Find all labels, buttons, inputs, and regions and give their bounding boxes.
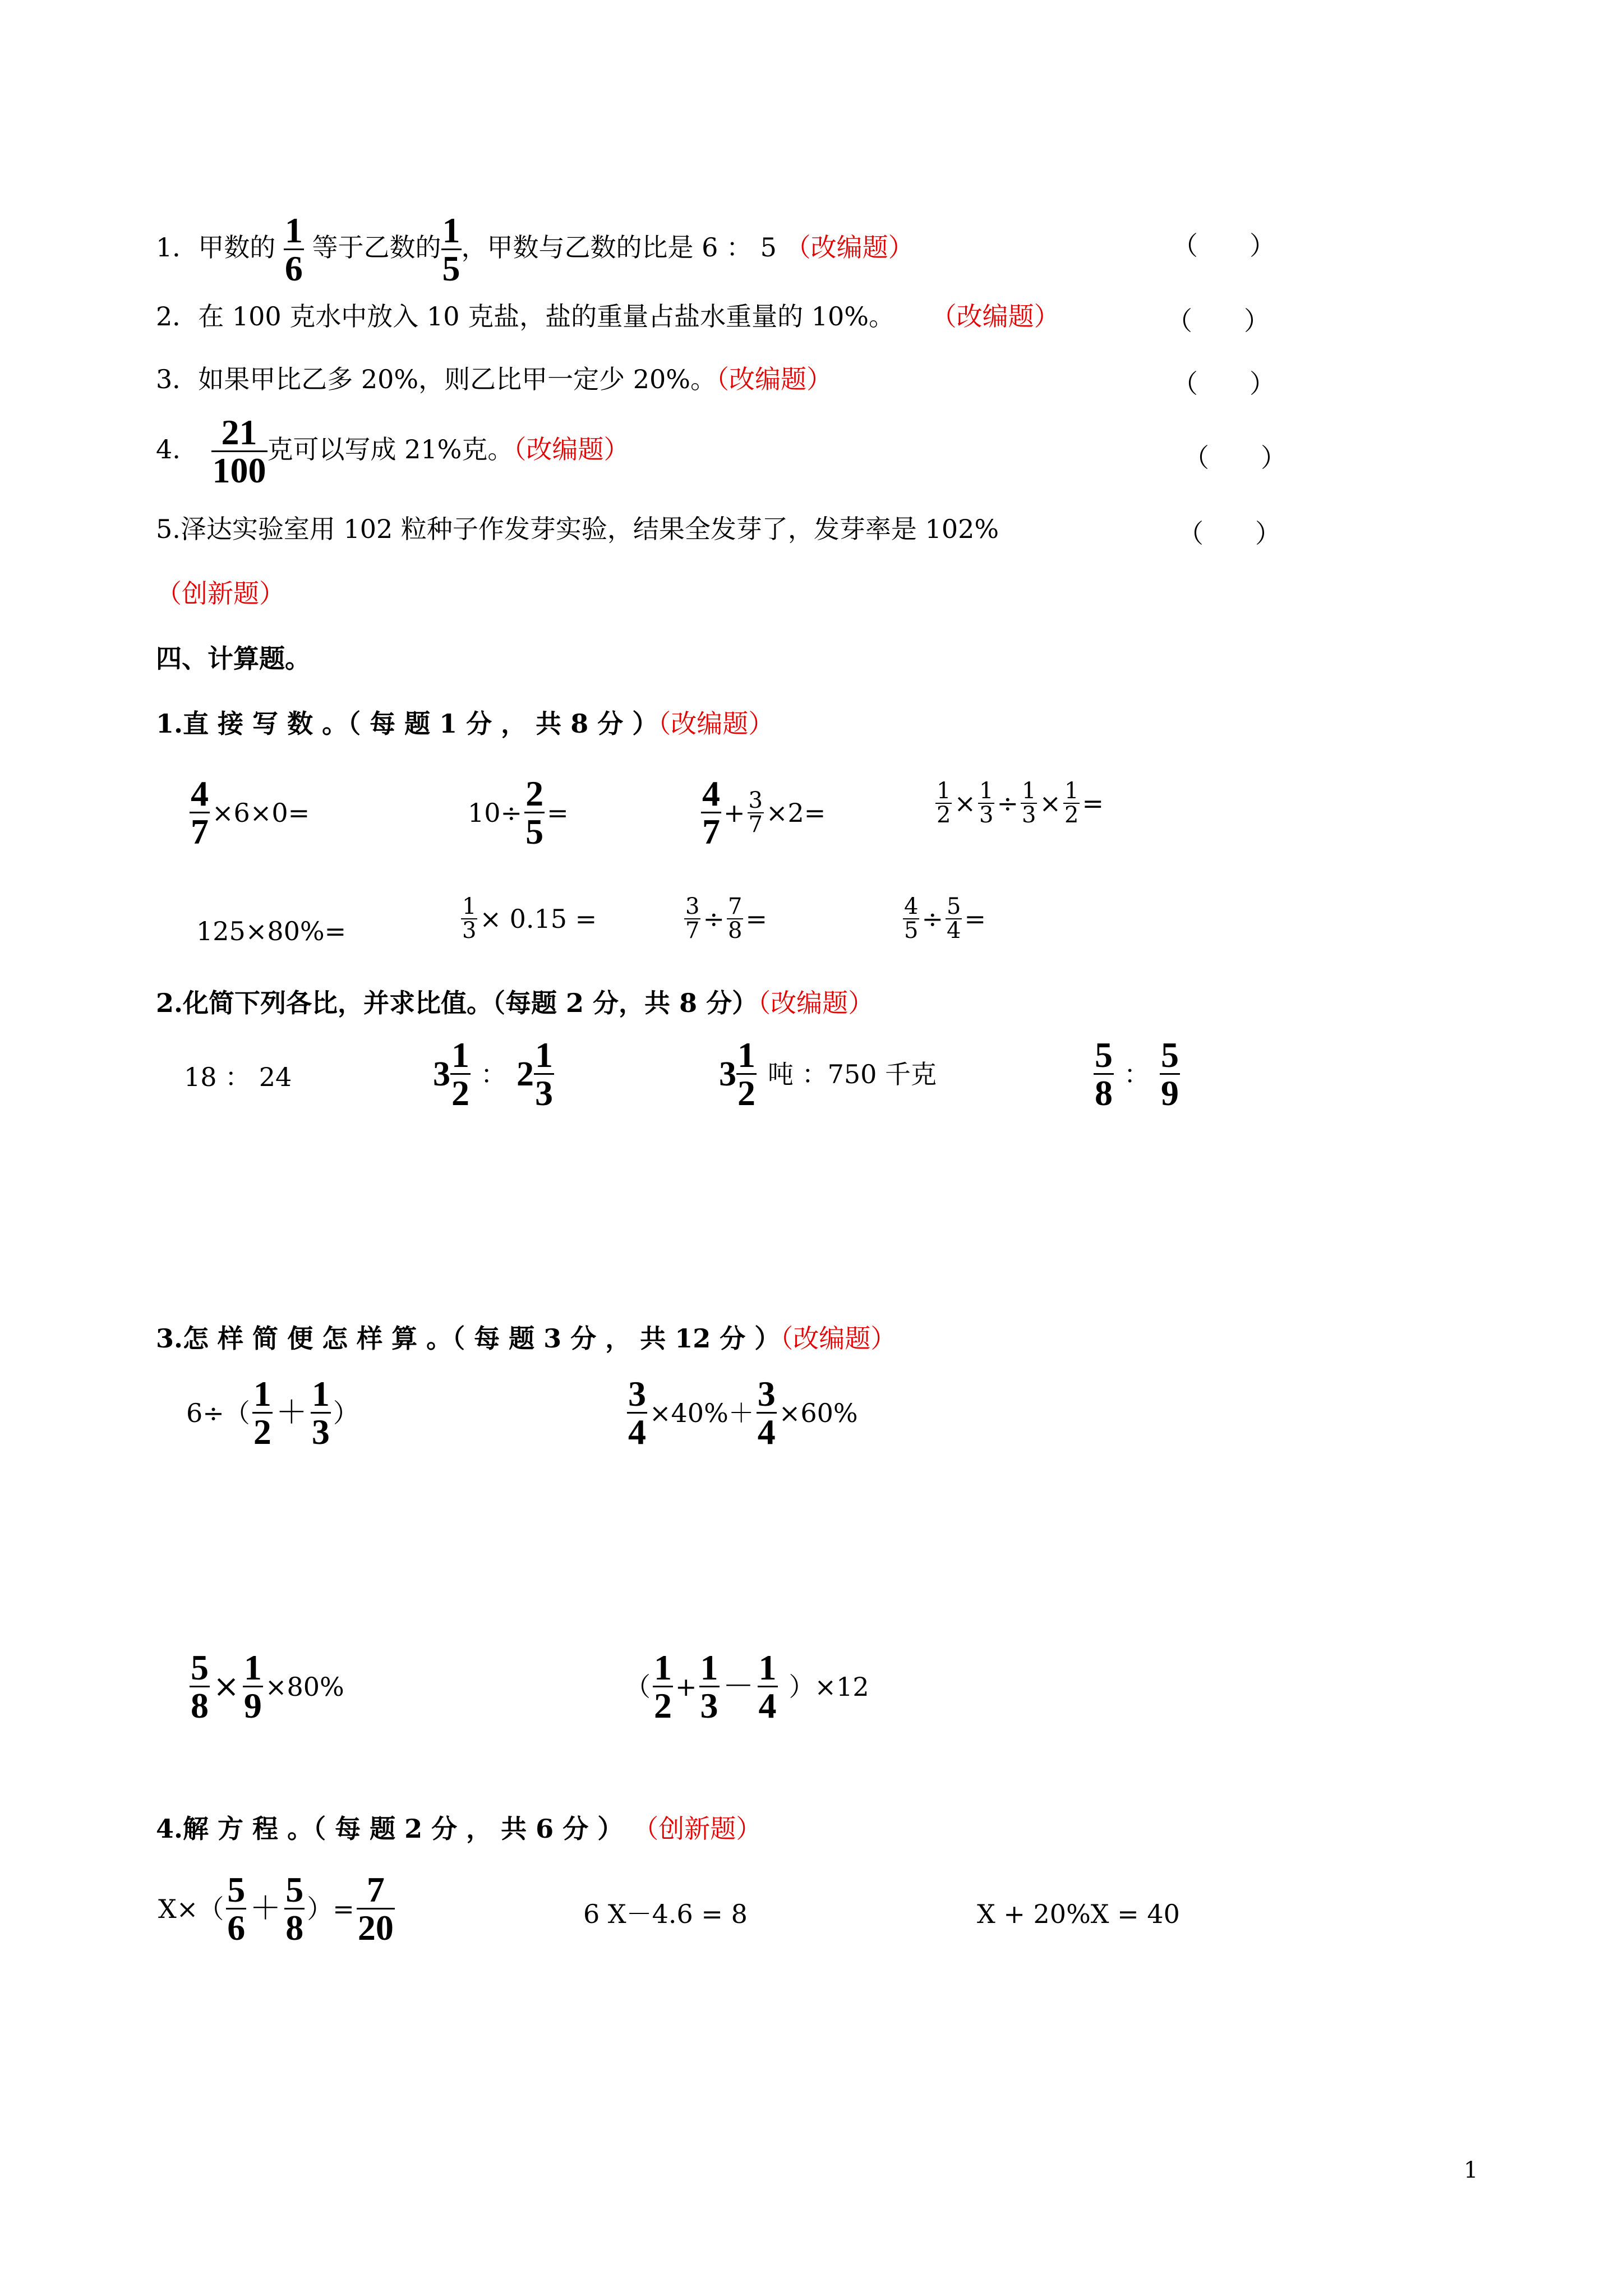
judge-q4 <box>156 414 629 489</box>
fraction-3-4: $\frac{3}{4}$ <box>628 1374 646 1452</box>
fraction-5-8b: $\frac{5}{8}$ <box>191 1648 209 1726</box>
part3-calc-2: $\frac{3}{4}$ ×40%＋ $\frac{3}{4}$ ×60% <box>628 1374 858 1452</box>
fraction-1-5: $\frac{1}{5}$ <box>442 210 460 289</box>
part3-tag: （改编题） <box>780 1323 897 1354</box>
q5-tag: （创新题） <box>156 578 285 609</box>
part4-tag: （创新题） <box>645 1814 762 1844</box>
part2-tag: （改编题） <box>758 988 874 1018</box>
page-number: 1 <box>1464 2157 1478 2183</box>
part3-calc-4: （ $\frac{1}{2}$ + $\frac{1}{3}$ － $\frac{1}{4}$ ）×12 <box>625 1648 869 1726</box>
part3-calc-1: 6÷（ $\frac{1}{2}$ ＋ $\frac{1}{3}$ ） <box>186 1374 359 1452</box>
fraction-21-100: $\frac{21}{100}$ <box>212 412 266 491</box>
part1-expr-4: $\frac{1}{2}$ × $\frac{1}{3}$ ÷ $\frac{1}{3}$ × $\frac{1}{2}$ = <box>937 778 1104 828</box>
part2-heading <box>156 987 874 1019</box>
fraction-1-3f: $\frac{1}{3}$ <box>700 1648 718 1726</box>
q1-text-c: ，甲数与乙数的比是 6 ： 5 <box>461 232 777 263</box>
fraction-3-4b: $\frac{3}{4}$ <box>757 1374 776 1452</box>
fraction-1-2d: $\frac{1}{2}$ <box>737 1035 755 1114</box>
part1-expr-1: $\frac{4}{7}$ ×6×0= <box>191 774 310 852</box>
part2-ratio-3: 3 $\frac{1}{2}$ 吨 ：750 千克 <box>719 1035 937 1114</box>
part1-heading <box>156 708 774 739</box>
part1-title: 1.直 接 写 数 。（ 每 题 1 分 ， 共 8 分 ） <box>156 708 658 739</box>
fraction-4-5: $\frac{4}{5}$ <box>904 894 919 944</box>
q3-text: 3．如果甲比乙多 20%，则乙比甲一定少 20%。 <box>156 364 716 394</box>
fraction-5-8: $\frac{5}{8}$ <box>1095 1035 1113 1114</box>
q2-tag: （改编题） <box>930 301 1060 332</box>
fraction-1-9: $\frac{1}{9}$ <box>243 1648 262 1726</box>
q4-number: 4. <box>156 434 181 464</box>
section-title: 四、计算题。 <box>156 643 311 674</box>
fraction-3-7b: $\frac{3}{7}$ <box>685 894 700 944</box>
q3-answer-paren[interactable]: （ ） <box>1172 369 1275 399</box>
judge-q2 <box>156 301 1060 332</box>
q1-tag: （改编题） <box>785 232 914 263</box>
q1-number: 1． <box>156 232 199 263</box>
part3-calc-3: $\frac{5}{8}$ × $\frac{1}{9}$ ×80% <box>191 1648 344 1726</box>
q1-answer-paren[interactable]: （ ） <box>1172 231 1275 261</box>
part1-expr-2: 10÷ $\frac{2}{5}$ = <box>468 774 569 852</box>
fraction-1-4: $\frac{1}{4}$ <box>758 1648 777 1726</box>
part4-eq-2: 6 X－4.6 = 8 <box>583 1899 748 1929</box>
part2-ratio-1: 18 ： 24 <box>184 1062 292 1092</box>
fraction-4-7: $\frac{4}{7}$ <box>191 774 209 852</box>
fraction-7-20: $\frac{7}{20}$ <box>357 1870 394 1948</box>
part4-heading <box>156 1813 762 1844</box>
fraction-1-3c: $\frac{1}{3}$ <box>462 894 477 944</box>
part4-title: 4.解 方 程 。（ 每 题 2 分 ， 共 6 分 ） <box>156 1814 624 1844</box>
judge-q1 <box>156 212 914 287</box>
part1-expr-5: 125×80%= <box>196 916 347 946</box>
part2-ratio-2: 3 $\frac{1}{2}$ ： 2 $\frac{1}{3}$ <box>433 1035 553 1114</box>
fraction-1-3d: $\frac{1}{3}$ <box>535 1035 553 1114</box>
fraction-1-2f: $\frac{1}{2}$ <box>654 1648 672 1726</box>
q4-text: 克可以写成 21%克。 <box>267 434 514 464</box>
fraction-1-2c: $\frac{1}{2}$ <box>451 1035 469 1114</box>
q2-answer-paren[interactable]: （ ） <box>1166 306 1270 336</box>
part1-expr-3: $\frac{4}{7}$ + $\frac{3}{7}$ ×2= <box>702 774 826 852</box>
part2-title: 2.化简下列各比，并求比值。（每题 2 分，共 8 分） <box>156 988 758 1018</box>
fraction-5-4: $\frac{5}{4}$ <box>947 894 961 944</box>
part2-ratio-4: $\frac{5}{8}$ ： $\frac{5}{9}$ <box>1095 1035 1179 1114</box>
q5-answer-paren[interactable]: （ ） <box>1178 518 1281 549</box>
q3-tag: （改编题） <box>716 364 832 394</box>
fraction-1-2: $\frac{1}{2}$ <box>937 778 951 828</box>
fraction-1-2b: $\frac{1}{2}$ <box>1064 778 1079 828</box>
part4-eq-1: X×（ $\frac{5}{6}$ ＋ $\frac{5}{8}$ ）= $\frac{7}{20}$ <box>158 1870 394 1948</box>
part1-tag: （改编题） <box>658 708 774 739</box>
fraction-1-6: $\frac{1}{6}$ <box>284 210 303 289</box>
fraction-1-3e: $\frac{1}{3}$ <box>311 1374 330 1452</box>
q5-text: 5.泽达实验室用 102 粒种子作发芽实验，结果全发芽了，发芽率是 102% <box>156 514 999 544</box>
fraction-1-3b: $\frac{1}{3}$ <box>1022 778 1036 828</box>
q4-answer-paren[interactable]: （ ） <box>1183 443 1287 473</box>
judge-q3 <box>156 364 832 395</box>
fraction-5-8c: $\frac{5}{8}$ <box>285 1870 304 1948</box>
fraction-3-7: $\frac{3}{7}$ <box>748 787 763 838</box>
part1-expr-7: $\frac{3}{7}$ ÷ $\frac{7}{8}$ = <box>685 894 767 944</box>
q2-text: 2．在 100 克水中放入 10 克盐，盐的重量占盐水重量的 10%。 <box>156 301 895 332</box>
q1-text-b: 等于乙数的 <box>312 232 441 263</box>
fraction-1-3: $\frac{1}{3}$ <box>979 778 994 828</box>
fraction-1-2e: $\frac{1}{2}$ <box>253 1374 271 1452</box>
fraction-5-6: $\frac{5}{6}$ <box>227 1870 246 1948</box>
part4-eq-3: X + 20%X = 40 <box>977 1899 1180 1929</box>
fraction-5-9: $\frac{5}{9}$ <box>1161 1035 1179 1114</box>
fraction-2-5: $\frac{2}{5}$ <box>525 774 544 852</box>
q1-text-a: 甲数的 <box>198 232 276 263</box>
fraction-4-7b: $\frac{4}{7}$ <box>702 774 720 852</box>
part3-heading <box>156 1323 896 1354</box>
fraction-7-8: $\frac{7}{8}$ <box>728 894 743 944</box>
part3-title: 3.怎 样 简 便 怎 样 算 。（ 每 题 3 分 ， 共 12 分 ） <box>156 1323 781 1354</box>
judge-q5 <box>156 513 999 545</box>
q4-tag: （改编题） <box>513 434 630 464</box>
part1-expr-6: $\frac{1}{3}$ × 0.15 = <box>462 894 597 944</box>
part1-expr-8: $\frac{4}{5}$ ÷ $\frac{5}{4}$ = <box>904 894 986 944</box>
